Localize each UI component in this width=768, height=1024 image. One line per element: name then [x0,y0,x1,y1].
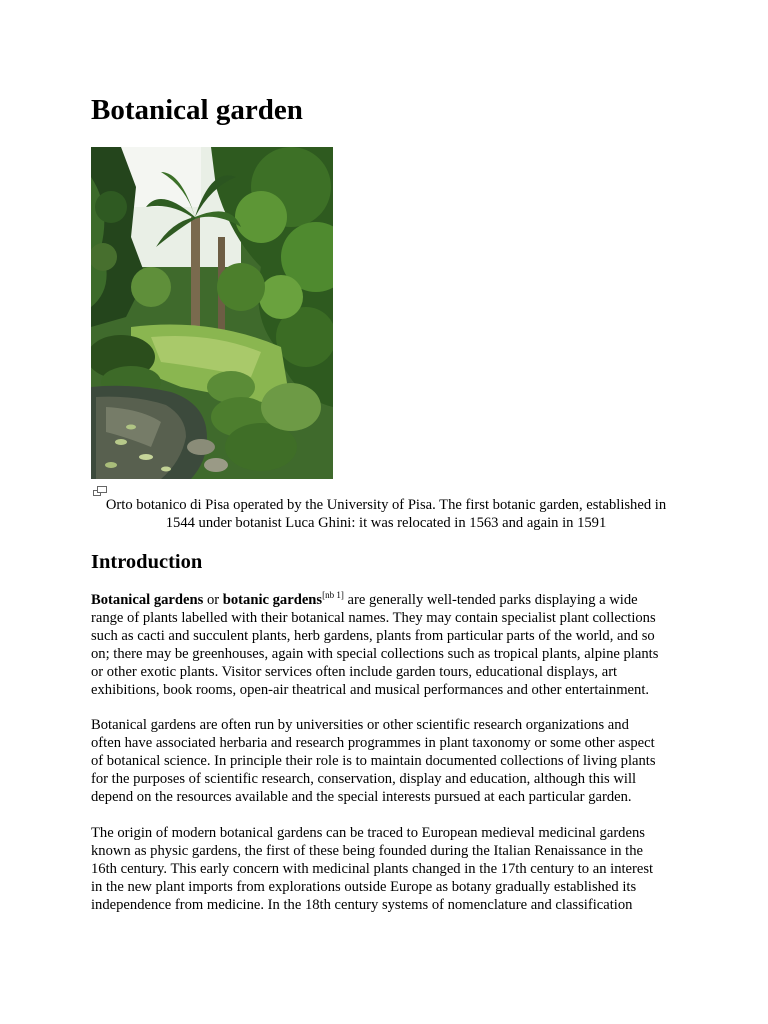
paragraph-line: such as cacti and succulent plants, herb gardens, plants from particular parts of the world, and so [91,628,655,644]
paragraph-line: on; there may be greenhouses, again with special collections such as tropical plants, alpine plants [91,646,659,662]
term-botanic-gardens: botanic gardens [222,592,323,608]
paragraph-line: in the new plant imports from explorations outside Europe as botany gradually established its [91,879,637,895]
garden-photo [91,147,333,479]
figure-caption [91,496,681,532]
term-botanical-gardens: Botanical gardens [91,592,204,608]
paragraph-role [91,716,683,806]
paragraph-origin [91,824,683,914]
paragraph-line: or other exotic plants. Visitor services often include garden tours, educational displays, art [91,664,618,680]
footnote-link[interactable]: [nb 1] [322,590,344,600]
paragraph-line: often have associated herbaria and research programmes in plant taxonomy or some other aspect [91,735,655,751]
paragraph-line: The origin of modern botanical gardens can be traced to European medieval medicinal gardens [91,825,645,841]
paragraph-line: range of plants labelled with their botanical names. They may contain specialist plant collections [91,610,656,626]
paragraph-line: of botanical science. In principle their role is to maintain documented collections of living plants [91,753,656,769]
conjunction: or [203,592,223,608]
paragraph-line: 16th century. This early concern with medicinal plants changed in the 17th century to an interest [91,861,654,877]
paragraph-line: known as physic gardens, the first of these being founded during the Italian Renaissance in the [91,843,643,859]
caption-line: Orto botanico di Pisa operated by the University of Pisa. The first botanic garden, established in [105,497,667,513]
caption-line: 1544 under botanist Luca Ghini: it was relocated in 1563 and again in 1591 [165,515,607,531]
paragraph-line [91,591,683,609]
paragraph-line: exhibitions, book rooms, open-air theatrical and musical performances and other entertainment. [91,682,650,698]
section-heading-introduction: Introduction [91,551,203,573]
paragraph-line: for the purposes of scientific research, conservation, display and education, although this will [91,771,637,787]
paragraph-line: independence from medicine. In the 18th century systems of nomenclature and classification [91,897,633,913]
page-title: Botanical garden [91,94,303,126]
paragraph-line: depend on the resources available and the special interests pursued at each particular garden. [91,789,632,805]
paragraph-intro [91,591,683,699]
line-text: are generally well-tended parks displaying a wide [343,592,638,608]
paragraph-line: Botanical gardens are often run by universities or other scientific research organizations and [91,717,629,733]
enlarge-icon[interactable] [93,486,107,496]
